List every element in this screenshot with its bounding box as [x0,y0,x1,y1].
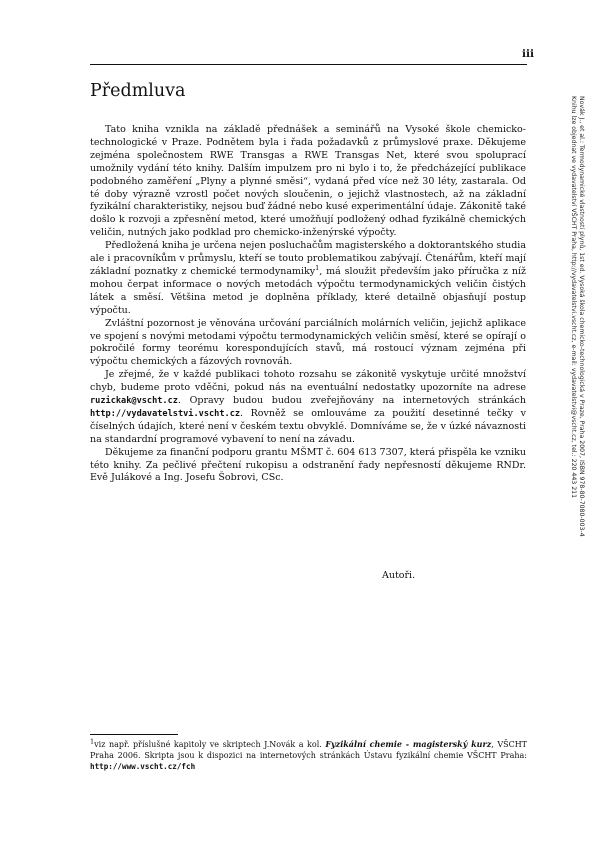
paragraph-2-text-a: Předložená kniha je určena nejen posluchačům magisterského a doktorantského studia ale i pracovníkům v průmyslu, kteří se touto problematikou zabývají. Čtenářům, kteří mají základní poznatky z chemické termodynamiky [90,240,526,277]
page-title: Předmluva [90,81,186,101]
side-citation [553,96,585,656]
paragraph-4-text-b: . Opravy budou budou zveřejňovány na internetových stránkách [177,395,526,407]
side-citation-text [568,96,585,656]
signature: Autoři. [382,570,416,581]
footnote-text-a: viz např. příslušné kapitoly ve skriptech J.Novák a kol. [94,740,326,749]
side-citation-line-1: Novák J., et al.: Termodynamické vlastnosti plynů, 1st ed. Vysoká škola chemicko-technologická v Praze, Praha 2007, ISBN 978-80-7080-003-4 [578,96,585,537]
side-citation-line-2: Knihu lze objednat ve vydavatelství VŠCHT Praha, http://vydavatelstvi.vscht.cz, e-mail: vydavatelstvi@vscht.cz, tel.: 220 443 211 [569,96,577,499]
publisher-url-link[interactable]: http://vydavatelstvi.vscht.cz [90,408,241,419]
footnote-reference[interactable]: 1 [315,263,320,272]
footnote [90,739,527,773]
paragraph-4-text-a: Je zřejmé, že v každé publikaci tohoto rozsahu se zákonitě vyskytuje určité množství chyb, budeme proto vděčni, pokud nás na eventuální nedostatky upozorníte na adrese [90,369,526,394]
paragraph-4-text-c: . Rovněž se omlouváme za použití desetinné tečky v číselných údajích, které není v českém textu obvyklé. Domníváme se, že v úzké návaznosti na standardní programové vybavení to není na závadu. [90,407,526,445]
footnote-url-link[interactable]: http://www.vscht.cz/fch [90,762,196,772]
footnote-book-title: Fyzikální chemie - magisterský kurz [325,739,492,749]
paragraph-5: Děkujeme za finanční podporu grantu MŠMT č. 604 613 7307, která přispěla ke vzniku této knihy. Za pečlivé přečtení rukopisu a odstranění řady nepřesností děkujeme RNDr. Evě Julákové a Ing. Josefu Šobrovi, CSc. [90,446,526,484]
header-rule [90,64,527,65]
preface-body [90,124,526,485]
paragraph-2-text-b: , má sloužit především jako příručka z níž mohou čerpat informace o nových metodách výpočtu termodynamických veličin čistých látek a směsí. Většina metod je doplněna příklady, které detailně objasňují postup výpočtu. [90,265,526,316]
paragraph-4 [90,369,526,446]
page-number: iii [522,48,534,60]
paragraph-3: Zvláštní pozornost je věnována určování parciálních molárních veličin, jejichž aplikace ve spojení s novými metodami výpočtu termodynamických veličin směsí, které se opírají o pokročilé formy teorému korespondujících stavů, má rostoucí význam zejména při výpočtu chemických a fázových rovnováh. [90,317,526,368]
footnote-marker: 1 [90,737,95,746]
email-link[interactable]: ruzickak@vscht.cz [90,396,178,407]
paragraph-1: Tato kniha vznikla na základě přednášek a seminářů na Vysoké škole chemicko-technologické v Praze. Podnětem byla i řada požadavků z průmyslové praxe. Děkujeme zejména společnostem RWE Transgas a RWE Transgas Net, které svou spoluprací umožnily vydání této knihy. Dalším impulzem pro ni bylo i to, že předcházející publikace podobného zaměření „Plyny a plynné směsi“, vydaná před více než 30 léty, zastarala. Od té doby výrazně vzrostl počet nových sloučenin, o jejichž vlastnostech, až na základní fyzikální charakteristiky, nejsou buď žádné nebo kusé experimentální údaje. Zákonitě také došlo k rozvoji a zpřesnění metod, které umožňují podložený odhad fyzikálně chemických veličin, nutných jako podklad pro chemicko-inženýrské výpočty. [90,124,526,239]
footnote-rule [90,734,178,735]
footnote-text-b: , VŠCHT Praha 2006. Skripta jsou k dispozici na internetových stránkách Ústavu fyzikální chemie VŠCHT Praha: [90,740,528,761]
paragraph-2 [90,240,526,317]
